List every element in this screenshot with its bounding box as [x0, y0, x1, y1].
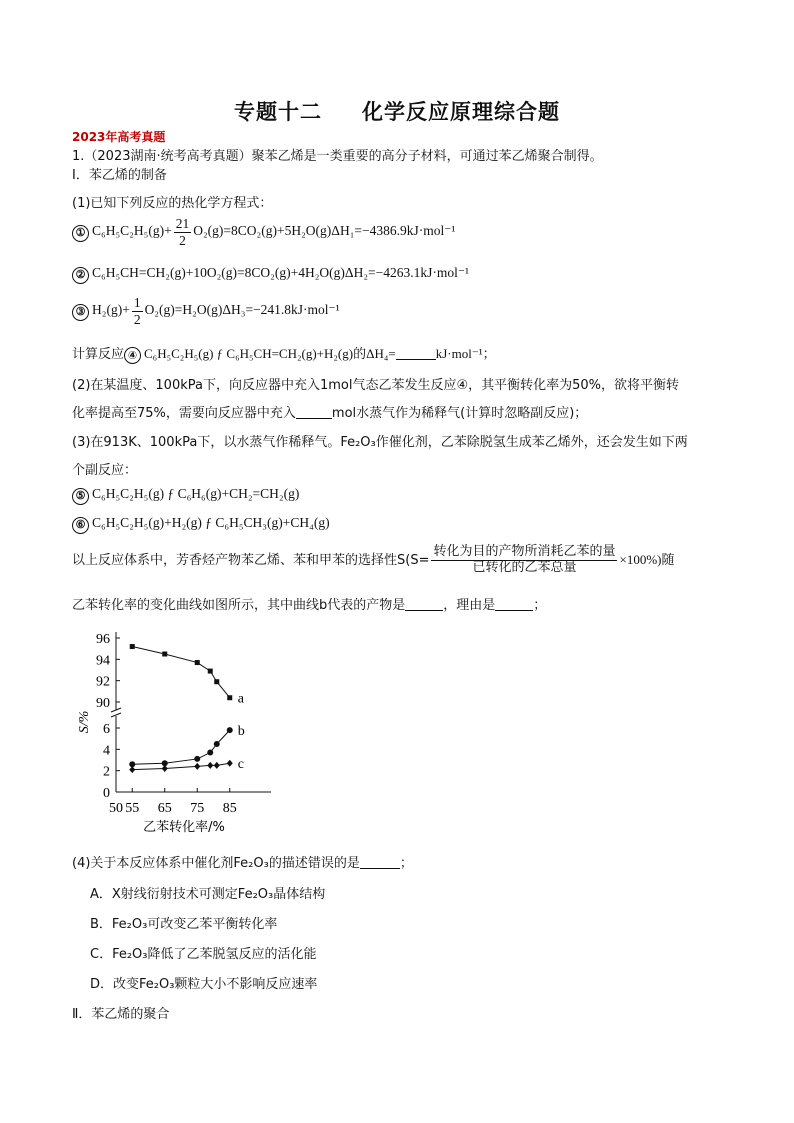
selectivity-fraction: $\frac{\text{转化为目的产物所消耗乙苯的量}}{\text{已转化的乙苯总量}}$ — [433, 544, 616, 575]
series-line-b — [132, 730, 230, 764]
point-c — [129, 766, 135, 773]
q4-stem: (4)关于本反应体系中催化剂Fe₂O₃的描述错误的是 ； — [72, 856, 413, 871]
y-tick-label: 4 — [103, 743, 110, 759]
y-tick-label: 6 — [103, 722, 110, 737]
part-II-heading: Ⅱ．苯乙烯的聚合 — [72, 1007, 170, 1022]
page-title — [0, 96, 794, 126]
option-a[interactable]: A．X射线衍射技术可测定Fe₂O₃晶体结构 — [90, 887, 326, 902]
selectivity-line: 以上反应体系中，芳香烃产物苯乙烯、苯和甲苯的选择性S(S= $\frac{\text{转化为目的产物所消耗乙苯的量}}{\text{已转化的乙苯总量}}$ ×100%)随 — [72, 544, 675, 575]
question-intro: 1.（2023湖南·统考高考真题）聚苯乙烯是一类重要的高分子材料，可通过苯乙烯聚合制得。 — [72, 149, 603, 164]
circled-number-2: ② — [72, 267, 89, 284]
circled-number-1: ① — [72, 225, 89, 242]
eq3-fraction: $\frac{1}{2}$ — [133, 295, 141, 327]
section-label: 2023年高考真题 — [72, 130, 166, 144]
x-tick-label: 55 — [125, 801, 140, 816]
series-label-b: b — [237, 724, 245, 740]
y-tick-label: 90 — [96, 696, 110, 711]
y-tick-label: 96 — [96, 632, 110, 647]
q2-line1: (2)在某温度、100kPa下，向反应器中充入1mol气态乙苯发生反应④，其平衡转化率为50%，欲将平衡转 — [72, 378, 680, 393]
point-a — [214, 679, 219, 684]
y-tick-label: 0 — [103, 786, 110, 801]
answer-blank-reason[interactable] — [495, 610, 533, 611]
equation-3 — [72, 295, 340, 327]
point-c — [162, 765, 168, 772]
calc-line: 计算反应 ④ C₆H₅C₂H₅(g) ƒ C₆H₅CH=CH₂(g)+H₂(g)的ΔH₄= kJ·mol⁻¹； — [72, 346, 496, 362]
answer-blank-steam[interactable] — [296, 418, 332, 419]
option-d[interactable]: D．改变Fe₂O₃颗粒大小不影响反应速率 — [90, 977, 318, 992]
point-c — [227, 760, 233, 767]
q1-stem: (1)已知下列反应的热化学方程式： — [72, 196, 273, 211]
q3-line1: (3)在913K、100kPa下，以水蒸气作稀释气。Fe₂O₃作催化剂，乙苯除脱氢生成苯乙烯外，还会发生如下两 — [72, 435, 688, 450]
equation-5: ⑤ C₆H₅C₂H₅(g) ƒ C₆H₆(g)+CH₂=CH₂(g) — [72, 486, 299, 505]
circled-number-3: ③ — [72, 304, 89, 321]
equation-2 — [72, 265, 469, 284]
circled-number-6: ⑥ — [72, 517, 89, 534]
answer-blank-dh4[interactable] — [396, 359, 436, 360]
eq1-right: O₂(g)=8CO₂(g)+5H₂O(g)ΔH₁=−4386.9kJ·mol⁻¹ — [193, 223, 456, 239]
title-part1: 专题十二 — [234, 100, 322, 124]
selectivity-line2: 乙苯转化率的变化曲线如图所示，其中曲线b代表的产物是 ，理由是 ； — [72, 598, 547, 613]
circled-number-4: ④ — [124, 347, 141, 364]
eq3-right: O₂(g)=H₂O(g)ΔH₃=−241.8kJ·mol⁻¹ — [144, 302, 340, 318]
point-a — [162, 652, 167, 657]
point-c — [194, 763, 200, 770]
option-b[interactable]: B．Fe₂O₃可改变乙苯平衡转化率 — [90, 917, 278, 932]
series-label-a: a — [237, 691, 244, 707]
circled-number-5: ⑤ — [72, 488, 89, 505]
y-tick-label: 94 — [96, 653, 110, 669]
x-tick-label: 75 — [190, 801, 205, 816]
point-b — [214, 741, 220, 747]
x-axis-label: 乙苯转化率/% — [143, 820, 225, 835]
point-c — [214, 762, 220, 769]
eq1-left: C₆H₅C₂H₅(g)+ — [92, 223, 172, 239]
part-I-heading: Ⅰ．苯乙烯的制备 — [72, 168, 167, 183]
q3-line2: 个副反应： — [72, 463, 138, 478]
equation-6: ⑥ C₆H₅C₂H₅(g)+H₂(g) ƒ C₆H₅CH₃(g)+CH₄(g) — [72, 515, 330, 534]
answer-blank-product[interactable] — [405, 610, 443, 611]
x-tick-label: 65 — [157, 801, 172, 816]
q2-line2: 化率提高至75%，需要向反应器中充入 mol水蒸气作为稀释气(计算时忽略副反应)； — [72, 406, 588, 421]
series-label-c: c — [237, 757, 244, 773]
point-c — [207, 762, 213, 769]
point-b — [227, 727, 233, 733]
selectivity-chart — [66, 626, 296, 836]
y-tick-label: 92 — [96, 674, 110, 690]
equation-1 — [72, 216, 455, 248]
point-a — [208, 669, 213, 674]
option-c[interactable]: C．Fe₂O₃降低了乙苯脱氢反应的活化能 — [90, 947, 317, 962]
point-b — [194, 756, 200, 762]
answer-blank-q4[interactable] — [360, 868, 400, 869]
series-line-a — [132, 647, 230, 698]
point-a — [227, 695, 232, 700]
y-axis-label: S/% — [77, 710, 92, 734]
eq1-fraction: $\frac{21}{2}$ — [175, 216, 190, 248]
title-part2: 化学反应原理综合题 — [362, 100, 560, 124]
point-a — [195, 660, 200, 665]
eq3-left: H₂(g)+ — [92, 302, 130, 318]
x-tick-label: 85 — [222, 801, 237, 816]
point-a — [130, 644, 135, 649]
eq2-text: C₆H₅CH=CH₂(g)+10O₂(g)=8CO₂(g)+4H₂O(g)ΔH₂=−4263.1kJ·mol⁻¹ — [92, 265, 470, 280]
x-tick-label: 50 — [109, 801, 123, 816]
point-b — [207, 750, 213, 756]
y-tick-label: 2 — [103, 764, 110, 780]
